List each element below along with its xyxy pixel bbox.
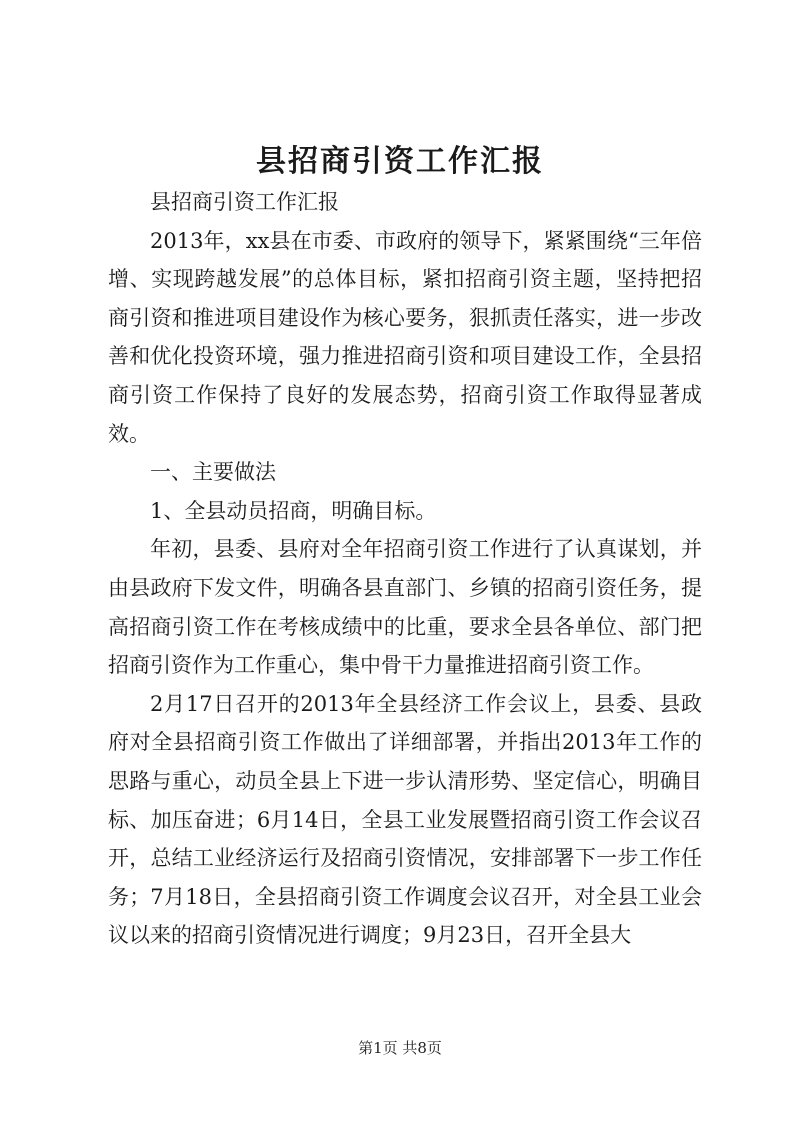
section-heading: 一、主要做法 (150, 460, 276, 485)
paragraph-intro: 2013年，xx县在市委、市政府的领导下，紧紧围绕“三年倍增、实现跨越发展”的总体目标，紧扣招商引资主题，坚持把招商引资和推进项目建设作为核心要务，狠抓责任落实，进一步改善和优化投资环境，强力推进招商引资和项目建设工作，全县招商引资工作保持了良好的发展态势，招商引资工作取得显著成效。 (108, 228, 702, 446)
document-title: 县招商引资工作汇报 (256, 144, 544, 179)
page-number-footer: 第1页 共8页 (358, 1039, 442, 1057)
subsection-heading: 1、全县动员招商，明确目标。 (150, 498, 437, 523)
document-body (108, 183, 702, 955)
paragraph-subtitle: 县招商引资工作汇报 (150, 190, 339, 214)
paragraph-planning: 年初，县委、县府对全年招商引资工作进行了认真谋划，并由县政府下发文件，明确各县直部门、乡镇的招商引资任务，提高招商引资工作在考核成绩中的比重，要求全县各单位、部门把招商引资作为工作重心，集中骨干力量推进招商引资工作。 (108, 537, 702, 678)
paragraph-meetings: 2月17日召开的2013年全县经济工作会议上，县委、县政府对全县招商引资工作做出了详细部署，并指出2013年工作的思路与重心，动员全县上下进一步认清形势、坚定信心，明确目标、加压奋进；6月14日，全县工业发展暨招商引资工作会议召开，总结工业经济运行及招商引资情况，安排部署下一步工作任务；7月18日，全县招商引资工作调度会议召开，对全县工业会议以来的招商引资情况进行调度；9月23日，召开全县大 (108, 691, 702, 948)
